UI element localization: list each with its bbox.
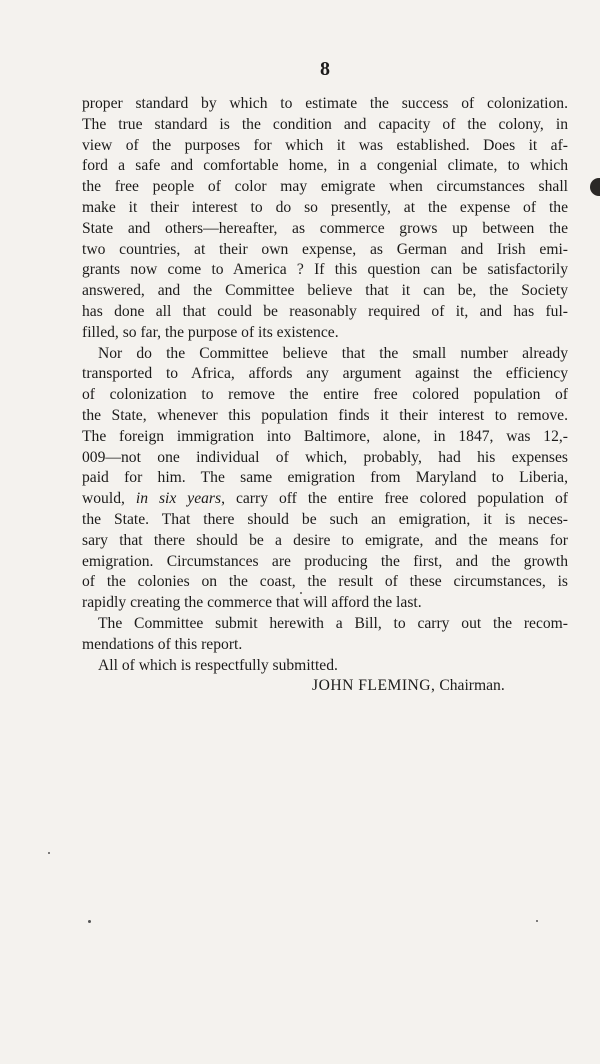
page-number: 8 [320,58,330,80]
text-line: answered, and the Committee believe that it can be, the Society [82,282,568,300]
signature [82,676,568,697]
paper-speck [536,920,538,922]
paper-speck [48,852,50,854]
text-line: proper standard by which to estimate the success of colonization. [82,95,568,112]
text-line: mendations of this report. [82,635,243,653]
text-line: the free people of color may emigrate when circumstances shall [82,178,568,196]
text-line: emigration. Circumstances are producing the first, and the growth [82,552,568,570]
text-line: rapidly creating the commerce that will afford the last. [82,594,422,612]
text-line: The foreign immigration into Baltimore, alone, in 1847, was 12,- [82,427,568,445]
text-line: of colonization to remove the entire free colored population of [82,386,568,404]
text-line: of the colonies on the coast, the result of these circumstances, is [82,573,568,591]
text-line: make it their interest to do so presently, at the expense of the [82,198,568,216]
text-line: view of the purposes for which it was established. Does it af- [82,136,568,154]
text-line: transported to Africa, affords any argument against the efficiency [82,365,568,383]
text-line: filled, so far, the purpose of its existence. [82,323,339,341]
text-line: grants now come to America ? If this question can be satisfactorily [82,261,568,279]
signatory-name: JOHN FLEMING, [312,677,436,695]
signatory-title: Chairman. [439,677,505,695]
italic-emphasis: in six years [135,490,222,508]
text-line: The true standard is the condition and capacity of the colony, in [82,115,568,133]
text-line-with-italic: would, in six years, carry off the entire free colored population of [82,490,568,508]
text-line: State and others—hereafter, as commerce grows up between the [82,219,568,237]
closing-statement: All of which is respectfully submitted. [98,656,338,674]
text-line: the State. That there should be such an emigration, it is neces- [82,510,568,528]
text-line: has done all that could be reasonably required of it, and has ful- [82,302,568,320]
paragraph-start-line: The Committee submit herewith a Bill, to carry out the recom- [98,614,568,632]
text-line: the State, whenever this population finds it their interest to remove. [82,406,568,424]
text-line: paid for him. The same emigration from Maryland to Liberia, [82,469,568,487]
text-line: two countries, at their own expense, as German and Irish emi- [82,240,568,258]
text-line: ford a safe and comfortable home, in a congenial climate, to which [82,157,568,175]
paper-speck [300,592,302,594]
report-body [82,94,568,697]
paper-speck [88,920,91,923]
text-line: sary that there should be a desire to emigrate, and the means for [82,531,568,549]
paragraph-start-line: Nor do the Committee believe that the small number already [98,344,568,362]
margin-ink-mark [590,178,600,196]
text-line: 009—not one individual of which, probably, had his expenses [82,448,568,466]
